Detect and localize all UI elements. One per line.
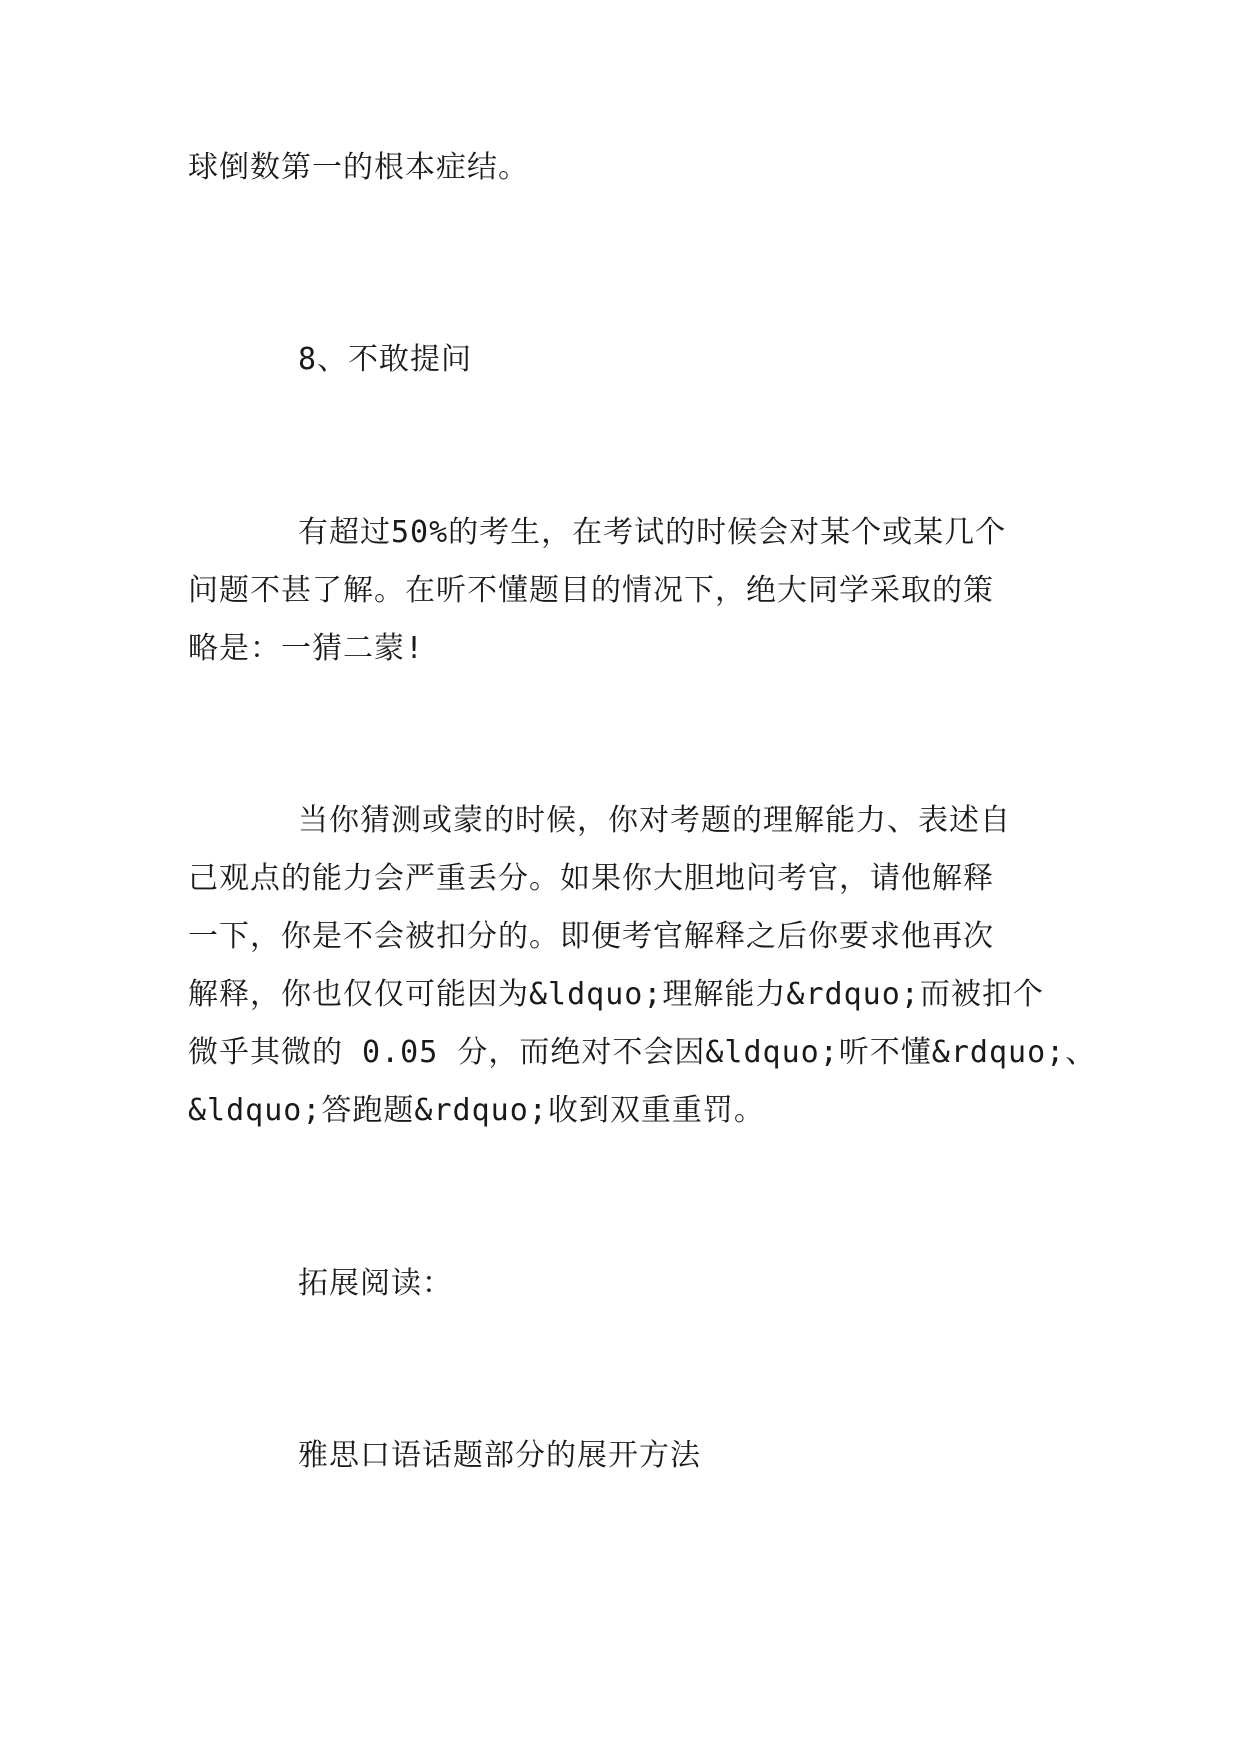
section-heading: 8、不敢提问 (298, 342, 473, 377)
paragraph-line: 略是：一猜二蒙! (188, 631, 425, 666)
paragraph-line: 一下，你是不会被扣分的。即便考官解释之后你要求他再次 (188, 919, 994, 954)
paragraph-line: 问题不甚了解。在听不懂题目的情况下，绝大同学采取的策 (188, 573, 994, 608)
paragraph-line: &ldquo;答跑题&rdquo;收到双重重罚。 (188, 1093, 765, 1128)
paragraph-line: 当你猜测或蒙的时候，你对考题的理解能力、表述自 (298, 803, 1011, 838)
paragraph-line: 有超过50%的考生，在考试的时候会对某个或某几个 (298, 515, 1007, 550)
paragraph-line: 己观点的能力会严重丢分。如果你大胆地问考官，请他解释 (188, 861, 994, 896)
paragraph-line: 解释，你也仅仅可能因为&ldquo;理解能力&rdquo;而被扣个 (188, 977, 1044, 1012)
section-heading: 雅思口语话题部分的展开方法 (298, 1438, 701, 1473)
paragraph-line: 微乎其微的 0.05 分，而绝对不会因&ldquo;听不懂&rdquo;、 (188, 1035, 1097, 1070)
section-heading: 拓展阅读： (298, 1266, 453, 1301)
paragraph-line: 球倒数第一的根本症结。 (188, 150, 529, 185)
